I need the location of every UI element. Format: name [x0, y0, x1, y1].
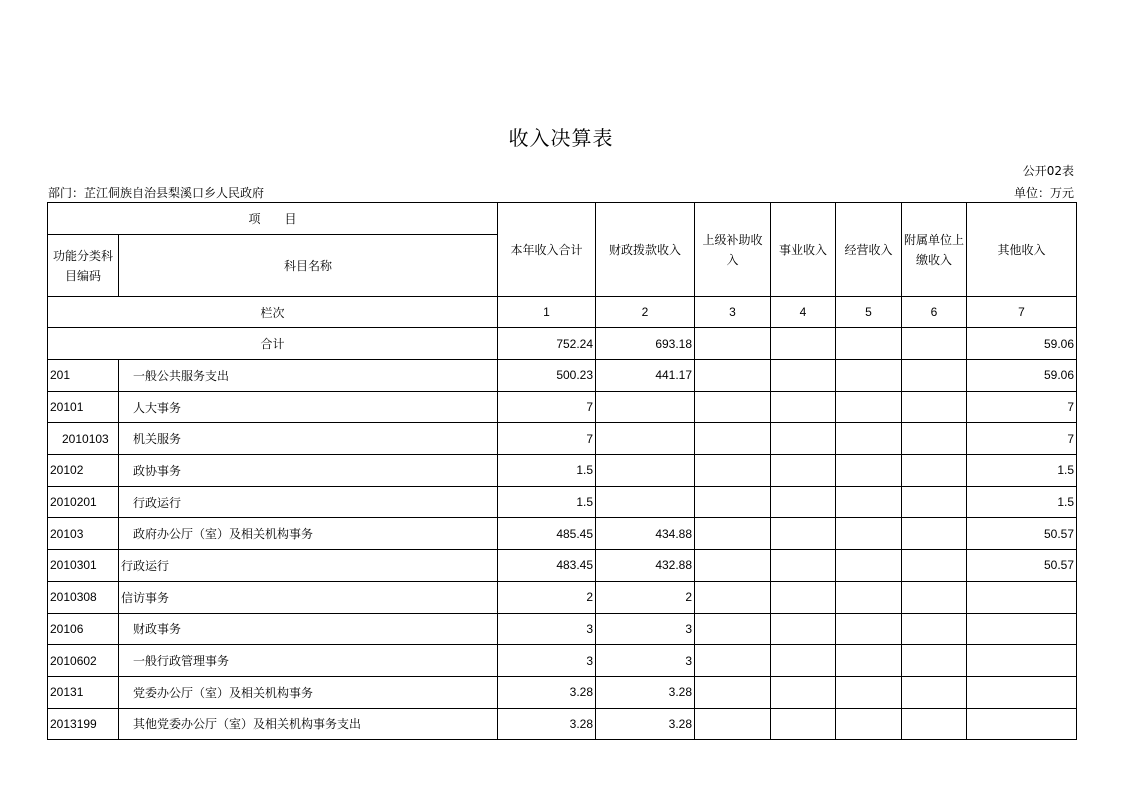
value-cell-5 [836, 391, 902, 423]
value-cell-2 [596, 423, 695, 455]
value-cell-3 [695, 486, 771, 518]
value-cell-2 [596, 391, 695, 423]
subject-code: 20103 [48, 518, 119, 550]
value-cell-5 [836, 455, 902, 487]
value-cell-4 [771, 486, 836, 518]
value-cell-5 [836, 423, 902, 455]
value-cell-6 [902, 423, 967, 455]
header-func-code: 功能分类科目编码 [48, 235, 119, 297]
subject-code: 2010201 [48, 486, 119, 518]
value-cell-4 [771, 581, 836, 613]
value-cell-4 [771, 455, 836, 487]
value-cell-2: 441.17 [596, 360, 695, 392]
value-cell-2: 3.28 [596, 676, 695, 708]
header-col-6: 附属单位上缴收入 [902, 203, 967, 297]
total-value-1: 752.24 [498, 328, 596, 360]
value-cell-5 [836, 518, 902, 550]
value-cell-1: 1.5 [498, 486, 596, 518]
total-value-6 [902, 328, 967, 360]
lanci-row [48, 297, 1077, 328]
header-col-2: 财政拨款收入 [596, 203, 695, 297]
value-cell-1: 3.28 [498, 676, 596, 708]
value-cell-1: 7 [498, 391, 596, 423]
value-cell-1: 500.23 [498, 360, 596, 392]
header-col-5: 经营收入 [836, 203, 902, 297]
subject-code: 2010602 [48, 645, 119, 677]
table-row [48, 391, 1077, 423]
subject-name: 党委办公厅（室）及相关机构事务 [119, 676, 498, 708]
subject-name: 行政运行 [119, 486, 498, 518]
value-cell-2 [596, 486, 695, 518]
value-cell-7 [967, 613, 1077, 645]
total-value-3 [695, 328, 771, 360]
subject-name: 人大事务 [119, 391, 498, 423]
value-cell-4 [771, 360, 836, 392]
value-cell-4 [771, 645, 836, 677]
value-cell-2: 432.88 [596, 550, 695, 582]
value-cell-5 [836, 550, 902, 582]
value-cell-7: 59.06 [967, 360, 1077, 392]
total-row [48, 328, 1077, 360]
table-row [48, 613, 1077, 645]
value-cell-3 [695, 423, 771, 455]
table-row [48, 708, 1077, 740]
value-cell-2: 3.28 [596, 708, 695, 740]
value-cell-3 [695, 581, 771, 613]
table-row [48, 676, 1077, 708]
table-row [48, 645, 1077, 677]
header-row-1 [48, 203, 1077, 235]
value-cell-5 [836, 360, 902, 392]
value-cell-1: 3 [498, 645, 596, 677]
subject-name: 政府办公厅（室）及相关机构事务 [119, 518, 498, 550]
value-cell-7: 1.5 [967, 486, 1077, 518]
subject-name: 政协事务 [119, 455, 498, 487]
value-cell-6 [902, 486, 967, 518]
value-cell-2: 3 [596, 613, 695, 645]
value-cell-1: 1.5 [498, 455, 596, 487]
value-cell-7 [967, 645, 1077, 677]
total-value-5 [836, 328, 902, 360]
value-cell-7: 7 [967, 423, 1077, 455]
value-cell-6 [902, 550, 967, 582]
value-cell-1: 7 [498, 423, 596, 455]
table-row [48, 455, 1077, 487]
value-cell-5 [836, 708, 902, 740]
subject-name: 财政事务 [119, 613, 498, 645]
header-col-7: 其他收入 [967, 203, 1077, 297]
col-number-1: 1 [498, 297, 596, 328]
value-cell-3 [695, 360, 771, 392]
value-cell-5 [836, 613, 902, 645]
subject-code: 2013199 [48, 708, 119, 740]
income-table [47, 202, 1077, 740]
value-cell-6 [902, 455, 967, 487]
value-cell-3 [695, 550, 771, 582]
value-cell-1: 3 [498, 613, 596, 645]
header-item: 项 目 [48, 203, 498, 235]
header-subject-name: 科目名称 [119, 235, 498, 297]
col-number-2: 2 [596, 297, 695, 328]
value-cell-5 [836, 676, 902, 708]
department-label: 部门：芷江侗族自治县梨溪口乡人民政府 [48, 186, 265, 200]
value-cell-6 [902, 581, 967, 613]
total-value-2: 693.18 [596, 328, 695, 360]
table-row [48, 550, 1077, 582]
subject-code: 20106 [48, 613, 119, 645]
value-cell-4 [771, 518, 836, 550]
value-cell-4 [771, 676, 836, 708]
subject-code: 20101 [48, 391, 119, 423]
value-cell-6 [902, 613, 967, 645]
header-col-3: 上级补助收入 [695, 203, 771, 297]
subject-name: 信访事务 [119, 581, 498, 613]
table-row [48, 360, 1077, 392]
value-cell-7 [967, 676, 1077, 708]
value-cell-6 [902, 708, 967, 740]
value-cell-7: 7 [967, 391, 1077, 423]
value-cell-4 [771, 708, 836, 740]
value-cell-7 [967, 581, 1077, 613]
value-cell-5 [836, 645, 902, 677]
value-cell-1: 2 [498, 581, 596, 613]
subject-code: 20131 [48, 676, 119, 708]
subject-code: 20102 [48, 455, 119, 487]
value-cell-3 [695, 518, 771, 550]
value-cell-7 [967, 708, 1077, 740]
value-cell-3 [695, 613, 771, 645]
table-row [48, 486, 1077, 518]
value-cell-6 [902, 676, 967, 708]
value-cell-6 [902, 360, 967, 392]
value-cell-4 [771, 423, 836, 455]
col-number-7: 7 [967, 297, 1077, 328]
table-row [48, 518, 1077, 550]
value-cell-3 [695, 455, 771, 487]
lanci-label: 栏次 [48, 297, 498, 328]
value-cell-6 [902, 645, 967, 677]
total-value-4 [771, 328, 836, 360]
value-cell-2 [596, 455, 695, 487]
table-row [48, 423, 1077, 455]
value-cell-3 [695, 708, 771, 740]
subject-code: 201 [48, 360, 119, 392]
subject-name: 机关服务 [119, 423, 498, 455]
table-row [48, 581, 1077, 613]
value-cell-1: 483.45 [498, 550, 596, 582]
value-cell-4 [771, 613, 836, 645]
value-cell-5 [836, 486, 902, 518]
subject-code: 2010308 [48, 581, 119, 613]
header-col-1: 本年收入合计 [498, 203, 596, 297]
col-number-6: 6 [902, 297, 967, 328]
value-cell-7: 1.5 [967, 455, 1077, 487]
form-code: 公开02表 [1022, 164, 1074, 178]
unit-label: 单位：万元 [1013, 186, 1074, 200]
header-col-4: 事业收入 [771, 203, 836, 297]
value-cell-2: 3 [596, 645, 695, 677]
value-cell-5 [836, 581, 902, 613]
value-cell-6 [902, 391, 967, 423]
value-cell-2: 2 [596, 581, 695, 613]
value-cell-1: 485.45 [498, 518, 596, 550]
col-number-4: 4 [771, 297, 836, 328]
value-cell-2: 434.88 [596, 518, 695, 550]
subject-name: 其他党委办公厅（室）及相关机构事务支出 [119, 708, 498, 740]
subject-name: 一般行政管理事务 [119, 645, 498, 677]
value-cell-1: 3.28 [498, 708, 596, 740]
value-cell-7: 50.57 [967, 518, 1077, 550]
report-title: 收入决算表 [508, 126, 614, 150]
value-cell-3 [695, 391, 771, 423]
value-cell-4 [771, 550, 836, 582]
subject-name: 行政运行 [119, 550, 498, 582]
value-cell-4 [771, 391, 836, 423]
value-cell-7: 50.57 [967, 550, 1077, 582]
value-cell-6 [902, 518, 967, 550]
total-label: 合计 [48, 328, 498, 360]
subject-code: 2010103 [48, 423, 119, 455]
col-number-5: 5 [836, 297, 902, 328]
subject-code: 2010301 [48, 550, 119, 582]
col-number-3: 3 [695, 297, 771, 328]
value-cell-3 [695, 645, 771, 677]
subject-name: 一般公共服务支出 [119, 360, 498, 392]
value-cell-3 [695, 676, 771, 708]
total-value-7: 59.06 [967, 328, 1077, 360]
